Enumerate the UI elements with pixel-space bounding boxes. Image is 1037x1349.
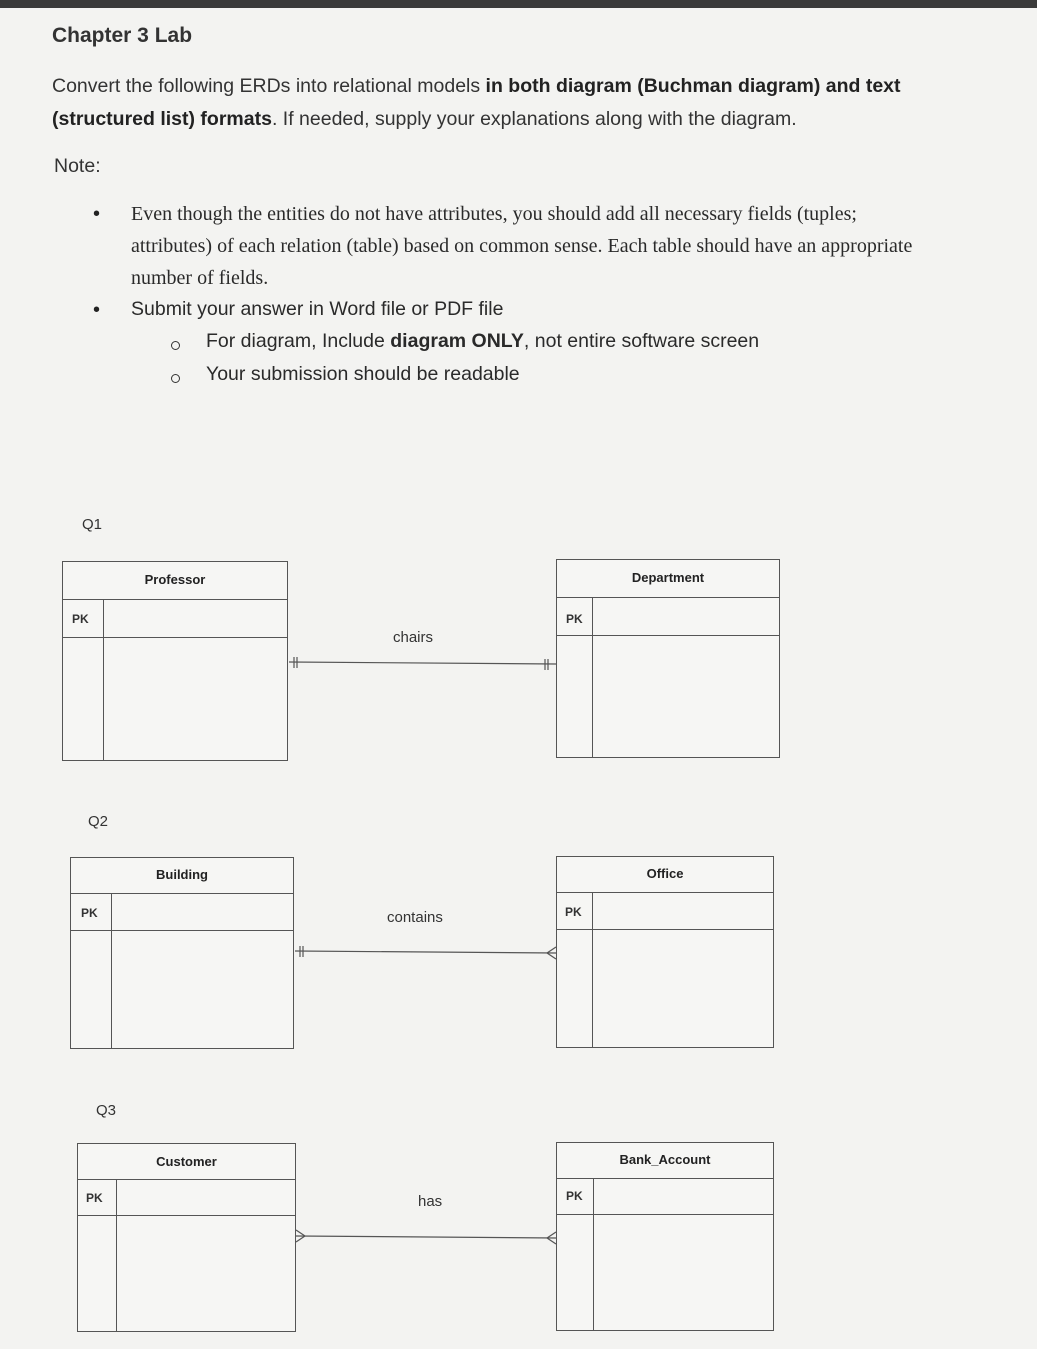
q2-relationship-label: contains: [387, 909, 443, 926]
entity-name: Bank_Account: [557, 1143, 773, 1179]
q2-label: Q2: [88, 813, 109, 830]
q1-relationship-label: chairs: [393, 629, 434, 646]
intro-text-1: Convert the following ERDs into relational models: [52, 75, 486, 97]
sub-bullet-1-bold: diagram ONLY: [390, 330, 524, 352]
pk-label: PK: [566, 1189, 583, 1203]
bullet-1-line-1: Even though the entities do not have attributes, you should add all necessary fields (tuples;: [131, 203, 857, 225]
entity-name: Department: [557, 560, 779, 598]
pk-label: PK: [72, 612, 89, 626]
intro-bold-1: in both diagram (Buchman diagram) and text: [485, 75, 901, 97]
pk-label: PK: [81, 906, 98, 920]
bullet-1-line-3: number of fields.: [131, 267, 269, 289]
entity-name: Professor: [63, 562, 287, 600]
sub-bullet-1-post: , not entire software screen: [523, 330, 760, 352]
bullet-marker-2: •: [93, 299, 101, 321]
q1-label: Q1: [82, 516, 103, 533]
pk-label: PK: [86, 1191, 103, 1205]
sub-bullet-2: Your submission should be readable: [206, 363, 520, 385]
bullet-2-text: Submit your answer in Word file or PDF file: [131, 298, 504, 320]
entity-name: Building: [71, 858, 293, 894]
pk-label: PK: [565, 905, 582, 919]
entity-name: Office: [557, 857, 773, 893]
q3-label: Q3: [96, 1102, 117, 1119]
q1-relationship-line: [289, 662, 556, 664]
q2-relationship-line: [295, 951, 556, 953]
note-label: Note:: [54, 155, 101, 177]
q3-relationship-line: [296, 1236, 556, 1238]
bullet-marker-1: •: [93, 203, 101, 225]
sub-bullet-1-pre: For diagram, Include: [206, 330, 391, 352]
entity-name: Customer: [78, 1144, 295, 1180]
q3-relationship-label: has: [418, 1193, 443, 1210]
pk-label: PK: [566, 612, 583, 626]
intro-text-2: . If needed, supply your explanations along with the diagram.: [271, 108, 797, 130]
bullet-1-line-2: attributes) of each relation (table) based on common sense. Each table should have an appropriate: [131, 235, 913, 257]
intro-bold-2: (structured list) formats: [52, 108, 272, 130]
page-title: Chapter 3 Lab: [52, 24, 193, 47]
